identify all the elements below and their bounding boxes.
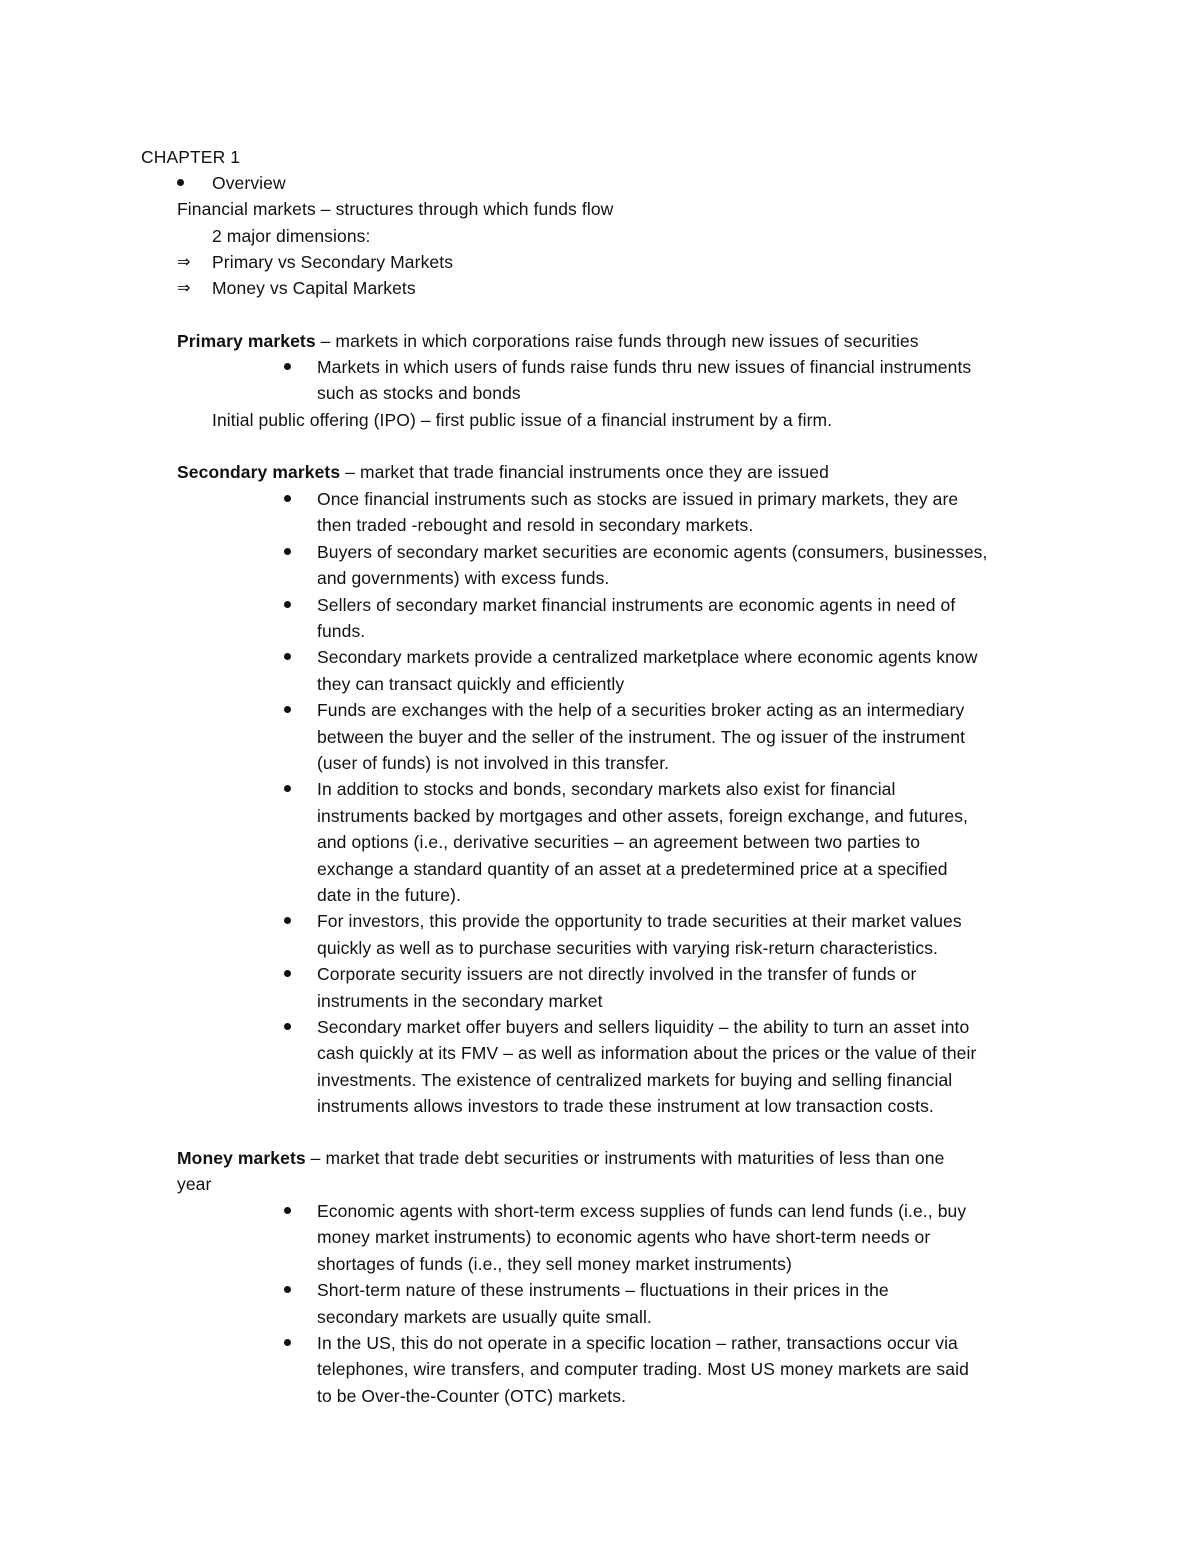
secondary-markets-definition [177,461,829,483]
arrow-icon: ⇒ [177,280,191,297]
bullet-text-line: Secondary markets provide a centralized marketplace where economic agents know [317,647,978,667]
bullet-icon [284,785,291,792]
primary-markets-heading: Primary markets [177,331,316,351]
bullet-icon [284,495,291,502]
bullet-icon [284,601,291,608]
bullet-text-line: instruments in the secondary market [317,991,603,1011]
bullet-icon [284,970,291,977]
bullet-text-line: Secondary market offer buyers and sellers liquidity – the ability to turn an asset into [317,1017,970,1037]
bullet-text-line: cash quickly at its FMV – as well as information about the prices or the value of their [317,1043,977,1063]
bullet-text-line: instruments allows investors to trade these instrument at low transaction costs. [317,1096,934,1116]
bullet-text-line: Economic agents with short-term excess supplies of funds can lend funds (i.e., buy [317,1201,967,1221]
bullet-text-line: secondary markets are usually quite small. [317,1307,652,1327]
money-markets-definition-text: – market that trade debt securities or instruments with maturities of less than one [305,1148,945,1168]
secondary-markets-definition-text: – market that trade financial instruments once they are issued [340,462,829,482]
money-markets-definition [177,1147,944,1169]
dimension-item: Money vs Capital Markets [212,278,416,298]
bullet-text-line: Once financial instruments such as stocks are issued in primary markets, they are [317,489,959,509]
bullet-text-line: exchange a standard quantity of an asset at a predetermined price at a specified [317,859,948,879]
bullet-text-line: to be Over-the-Counter (OTC) markets. [317,1386,627,1406]
bullet-text-line: between the buyer and the seller of the instrument. The og issuer of the instrument [317,727,966,747]
bullet-text-line: In the US, this do not operate in a specific location – rather, transactions occur via [317,1333,958,1353]
secondary-markets-heading: Secondary markets [177,462,341,482]
bullet-icon [284,917,291,924]
bullet-icon [284,706,291,713]
primary-markets-definition-text: – markets in which corporations raise funds through new issues of securities [315,331,919,351]
bullet-text-line: and options (i.e., derivative securities – an agreement between two parties to [317,832,921,852]
bullet-text-line: instruments backed by mortgages and other assets, foreign exchange, and futures, [317,806,969,826]
arrow-icon: ⇒ [177,254,191,271]
bullet-text-line: Sellers of secondary market financial instruments are economic agents in need of [317,595,956,615]
chapter-title: CHAPTER 1 [141,147,241,167]
dimension-item: Primary vs Secondary Markets [212,252,454,272]
bullet-text-line: then traded -rebought and resold in secondary markets. [317,515,754,535]
bullet-text-line: money market instruments) to economic agents who have short-term needs or [317,1227,931,1247]
bullet-icon [284,1207,291,1214]
bullet-icon [284,653,291,660]
bullet-text-line: For investors, this provide the opportunity to trade securities at their market values [317,911,962,931]
bullet-text-line: telephones, wire transfers, and computer trading. Most US money markets are said [317,1359,969,1379]
dimensions-label: 2 major dimensions: [212,226,371,246]
bullet-text-line: Markets in which users of funds raise funds thru new issues of financial instruments [317,357,972,377]
money-markets-definition-continued: year [177,1174,212,1194]
bullet-text-line: Corporate security issuers are not directly involved in the transfer of funds or [317,964,917,984]
bullet-text-line: investments. The existence of centralized markets for buying and selling financial [317,1070,953,1090]
bullet-icon [284,363,291,370]
ipo-definition: Initial public offering (IPO) – first public issue of a financial instrument by a firm. [212,410,833,430]
bullet-text-line: Short-term nature of these instruments – fluctuations in their prices in the [317,1280,889,1300]
bullet-text-line: date in the future). [317,885,462,905]
bullet-text-line: they can transact quickly and efficiently [317,674,625,694]
bullet-text-line: Funds are exchanges with the help of a securities broker acting as an intermediary [317,700,965,720]
bullet-text-line: Buyers of secondary market securities are economic agents (consumers, businesses, [317,542,988,562]
bullet-text-line: funds. [317,621,366,641]
primary-markets-definition [177,330,919,352]
bullet-text-line: shortages of funds (i.e., they sell money market instruments) [317,1254,792,1274]
bullet-icon [284,1023,291,1030]
bullet-text-line: (user of funds) is not involved in this transfer. [317,753,670,773]
financial-markets-definition: Financial markets – structures through which funds flow [177,199,614,219]
money-markets-heading: Money markets [177,1148,306,1168]
bullet-text-line: In addition to stocks and bonds, secondary markets also exist for financial [317,779,896,799]
overview-bullet: Overview [212,173,286,193]
bullet-icon [284,1286,291,1293]
bullet-icon [284,548,291,555]
bullet-icon [284,1339,291,1346]
bullet-text-line: quickly as well as to purchase securities with varying risk-return characteristics. [317,938,939,958]
bullet-icon [177,179,184,186]
bullet-text-line: such as stocks and bonds [317,383,521,403]
bullet-text-line: and governments) with excess funds. [317,568,610,588]
